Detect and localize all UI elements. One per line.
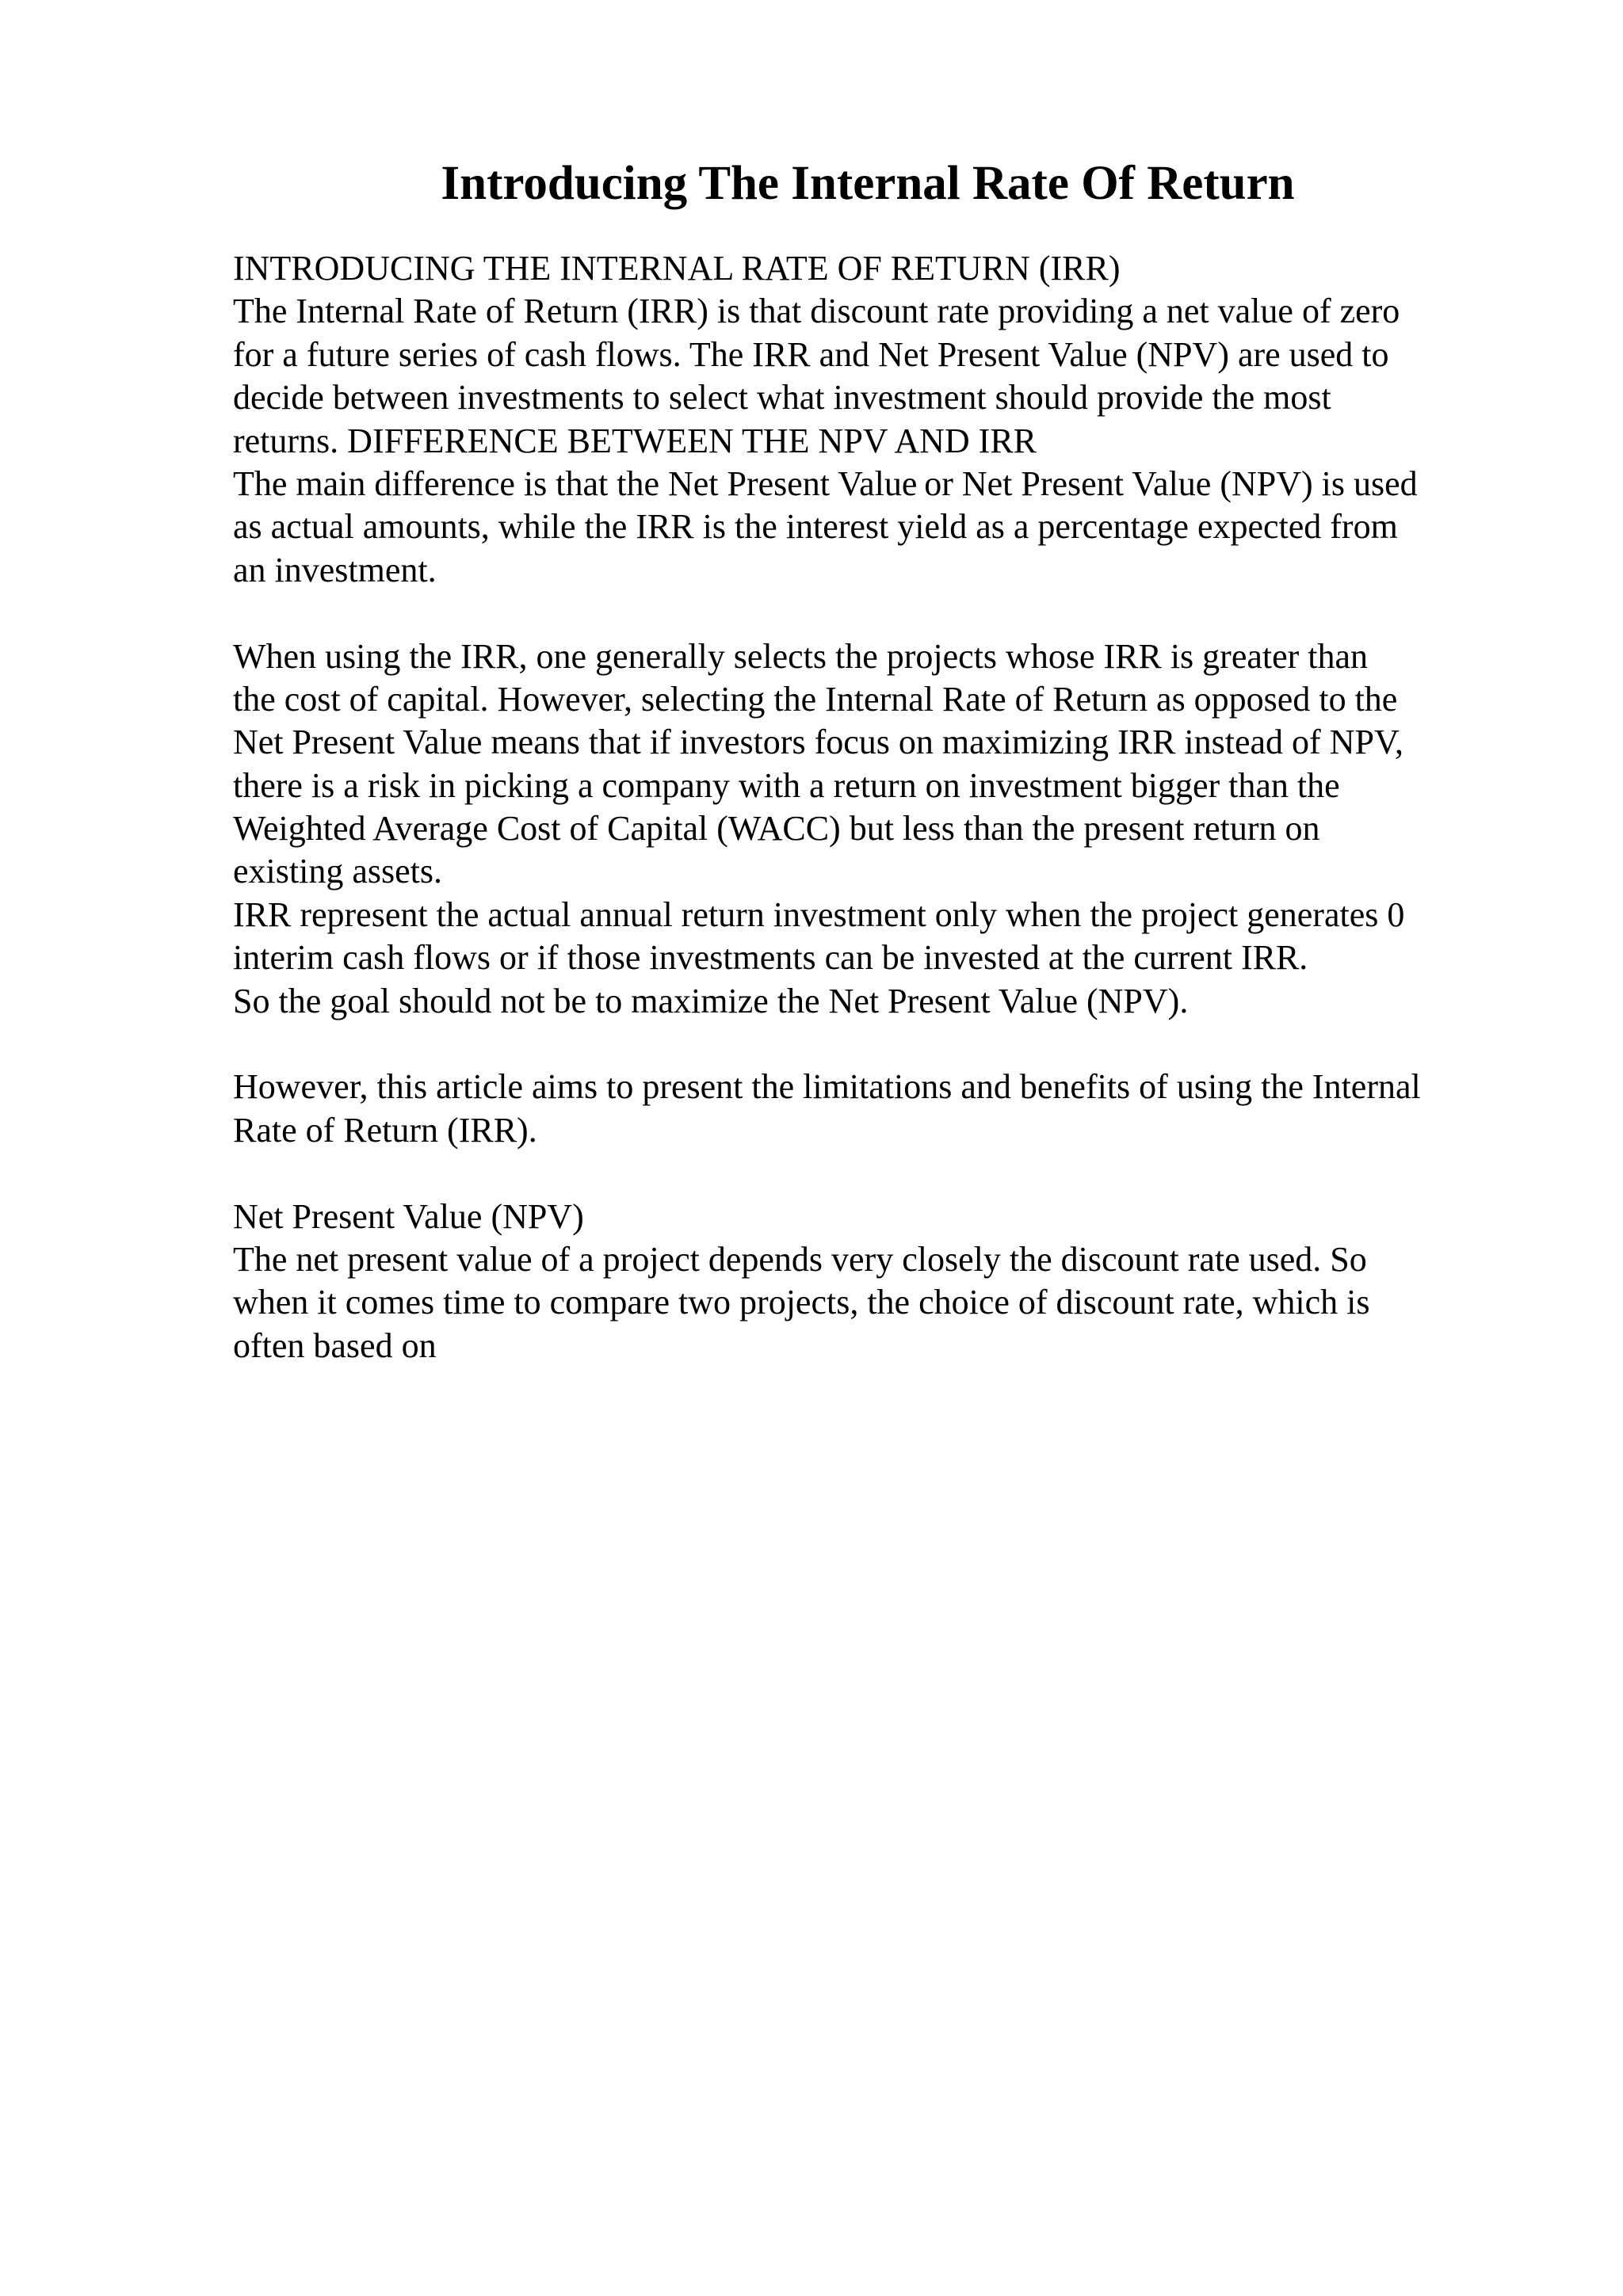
text-line: when it comes time to compare two projects, the choice of discount rate, which is xyxy=(233,1283,1370,1322)
text-line: However, this article aims to present the limitations and benefits of using the Internal xyxy=(233,1067,1421,1107)
section-heading: Net Present Value (NPV) xyxy=(233,1196,584,1236)
text-line: Net Present Value means that if investors focus on maximizing IRR instead of NPV, xyxy=(233,723,1404,762)
text-line: So the goal should not be to maximize the Net Present Value (NPV). xyxy=(233,981,1189,1020)
text-line: as actual amounts, while the IRR is the interest yield as a percentage expected from xyxy=(233,507,1398,547)
text-line: there is a risk in picking a company with a return on investment bigger than the xyxy=(233,765,1340,805)
text-line: existing assets. xyxy=(233,852,442,891)
page-title: Introducing The Internal Rate Of Return xyxy=(441,157,1295,210)
text-line: INTRODUCING THE INTERNAL RATE OF RETURN (IRR) xyxy=(233,249,1121,288)
text-line: The net present value of a project depends very closely the discount rate used. So xyxy=(233,1239,1367,1279)
text-line: The Internal Rate of Return (IRR) is that discount rate providing a net value of zero xyxy=(233,292,1400,331)
text-line: an investment. xyxy=(233,550,437,589)
document-body xyxy=(233,247,1596,1367)
paragraph-gap xyxy=(233,592,1596,635)
text-line: returns. DIFFERENCE BETWEEN THE NPV AND IRR xyxy=(233,421,1037,460)
text-line: the cost of capital. However, selecting the Internal Rate of Return as opposed to the xyxy=(233,679,1398,719)
text-line: When using the IRR, one generally selects the projects whose IRR is greater than xyxy=(233,636,1369,676)
text-line: Rate of Return (IRR). xyxy=(233,1110,537,1150)
text-line: interim cash flows or if those investments can be invested at the current IRR. xyxy=(233,938,1308,978)
text-line: Weighted Average Cost of Capital (WACC) but less than the present return on xyxy=(233,809,1320,849)
paragraph-gap xyxy=(233,1152,1596,1195)
text-line: often based on xyxy=(233,1325,437,1365)
text-line: for a future series of cash flows. The IRR and Net Present Value (NPV) are used to xyxy=(233,334,1389,374)
text-line: IRR represent the actual annual return investment only when the project generates 0 xyxy=(233,894,1405,934)
text-line: The main difference is that the Net Present Value or Net Present Value (NPV) is used xyxy=(233,463,1418,503)
text-line: decide between investments to select what investment should provide the most xyxy=(233,378,1331,418)
paragraph-gap xyxy=(233,1023,1596,1066)
